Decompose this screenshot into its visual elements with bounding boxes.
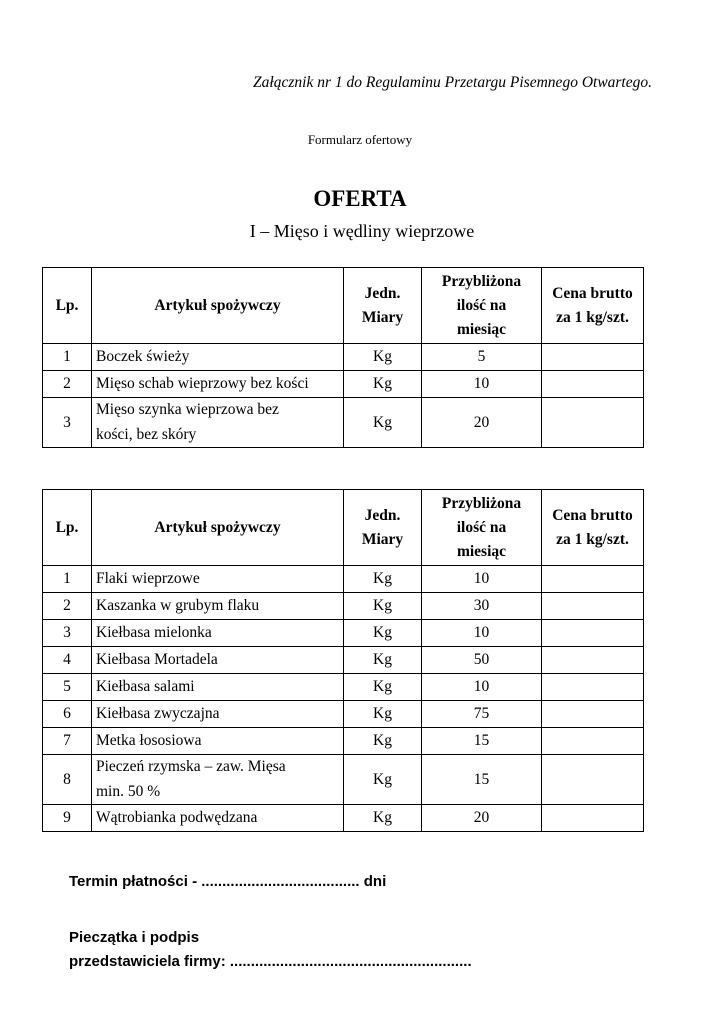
col-unit: Jedn. Miary <box>344 268 422 344</box>
table-row <box>43 647 644 674</box>
row-unit: Kg <box>344 398 422 448</box>
table-row <box>43 566 644 593</box>
row-price-field[interactable] <box>542 398 644 448</box>
row-unit: Kg <box>344 344 422 371</box>
row-price-field[interactable] <box>542 647 644 674</box>
row-unit: Kg <box>344 728 422 755</box>
row-qty: 15 <box>422 728 542 755</box>
row-item: Boczek świeży <box>92 344 344 371</box>
table-row <box>43 593 644 620</box>
row-unit: Kg <box>344 566 422 593</box>
row-qty: 10 <box>422 371 542 398</box>
row-item: Kiełbasa mielonka <box>92 620 344 647</box>
annex-note: Załącznik nr 1 do Regulaminu Przetargu Pisemnego Otwartego. <box>253 74 652 91</box>
row-lp: 4 <box>43 647 92 674</box>
row-price-field[interactable] <box>542 805 644 832</box>
row-unit: Kg <box>344 805 422 832</box>
row-item: Kaszanka w grubym flaku <box>92 593 344 620</box>
row-lp: 6 <box>43 701 92 728</box>
row-item: Kiełbasa salami <box>92 674 344 701</box>
col-lp: Lp. <box>43 490 92 566</box>
page-subtitle: I – Mięso i wędliny wieprzowe <box>249 221 475 241</box>
payment-term: Termin płatności - ...................................... dni <box>69 873 387 890</box>
offer-table-1 <box>42 267 644 448</box>
row-item: Flaki wieprzowe <box>92 566 344 593</box>
row-qty: 5 <box>422 344 542 371</box>
row-price-field[interactable] <box>542 674 644 701</box>
table-row <box>43 728 644 755</box>
table-row <box>43 344 644 371</box>
table-row <box>43 371 644 398</box>
col-item: Artykuł spożywczy <box>92 268 344 344</box>
row-lp: 9 <box>43 805 92 832</box>
row-lp: 3 <box>43 398 92 448</box>
row-price-field[interactable] <box>542 566 644 593</box>
row-item: Kiełbasa Mortadela <box>92 647 344 674</box>
row-lp: 1 <box>43 566 92 593</box>
row-price-field[interactable] <box>542 371 644 398</box>
row-qty: 20 <box>422 805 542 832</box>
row-lp: 3 <box>43 620 92 647</box>
page-title: OFERTA <box>313 186 407 211</box>
row-item: Mięso schab wieprzowy bez kości <box>92 371 344 398</box>
table-row <box>43 398 644 448</box>
col-qty: Przybliżona ilość na miesiąc <box>422 490 542 566</box>
signature-field: przedstawiciela firmy: .......................................................... <box>69 953 472 970</box>
row-qty: 15 <box>422 755 542 805</box>
table-row <box>43 755 644 805</box>
row-item: Pieczeń rzymska – zaw. Mięsa min. 50 % <box>92 755 344 805</box>
row-qty: 30 <box>422 593 542 620</box>
row-price-field[interactable] <box>542 701 644 728</box>
row-lp: 1 <box>43 344 92 371</box>
row-qty: 10 <box>422 620 542 647</box>
table-header-row <box>43 490 644 566</box>
row-unit: Kg <box>344 755 422 805</box>
col-item: Artykuł spożywczy <box>92 490 344 566</box>
col-lp: Lp. <box>43 268 92 344</box>
row-qty: 20 <box>422 398 542 448</box>
row-price-field[interactable] <box>542 344 644 371</box>
row-lp: 2 <box>43 593 92 620</box>
row-unit: Kg <box>344 701 422 728</box>
row-unit: Kg <box>344 674 422 701</box>
form-name: Formularz ofertowy <box>307 132 413 147</box>
row-unit: Kg <box>344 620 422 647</box>
row-qty: 10 <box>422 674 542 701</box>
stamp-signature <box>69 926 472 974</box>
row-lp: 5 <box>43 674 92 701</box>
row-lp: 2 <box>43 371 92 398</box>
row-qty: 50 <box>422 647 542 674</box>
row-item: Metka łososiowa <box>92 728 344 755</box>
row-item: Kiełbasa zwyczajna <box>92 701 344 728</box>
row-qty: 75 <box>422 701 542 728</box>
row-item: Wątrobianka podwędzana <box>92 805 344 832</box>
row-lp: 8 <box>43 755 92 805</box>
row-unit: Kg <box>344 371 422 398</box>
row-item: Mięso szynka wieprzowa bez kości, bez skóry <box>92 398 344 448</box>
table-row <box>43 701 644 728</box>
row-unit: Kg <box>344 647 422 674</box>
row-price-field[interactable] <box>542 620 644 647</box>
row-price-field[interactable] <box>542 593 644 620</box>
table-row <box>43 620 644 647</box>
col-price: Cena brutto za 1 kg/szt. <box>542 268 644 344</box>
row-price-field[interactable] <box>542 755 644 805</box>
col-price: Cena brutto za 1 kg/szt. <box>542 490 644 566</box>
row-lp: 7 <box>43 728 92 755</box>
stamp-label: Pieczątka i podpis <box>69 929 200 946</box>
col-unit: Jedn. Miary <box>344 490 422 566</box>
table-header-row <box>43 268 644 344</box>
row-price-field[interactable] <box>542 728 644 755</box>
table-row <box>43 805 644 832</box>
offer-table-2 <box>42 489 644 832</box>
row-qty: 10 <box>422 566 542 593</box>
table-row <box>43 674 644 701</box>
col-qty: Przybliżona ilość na miesiąc <box>422 268 542 344</box>
row-unit: Kg <box>344 593 422 620</box>
